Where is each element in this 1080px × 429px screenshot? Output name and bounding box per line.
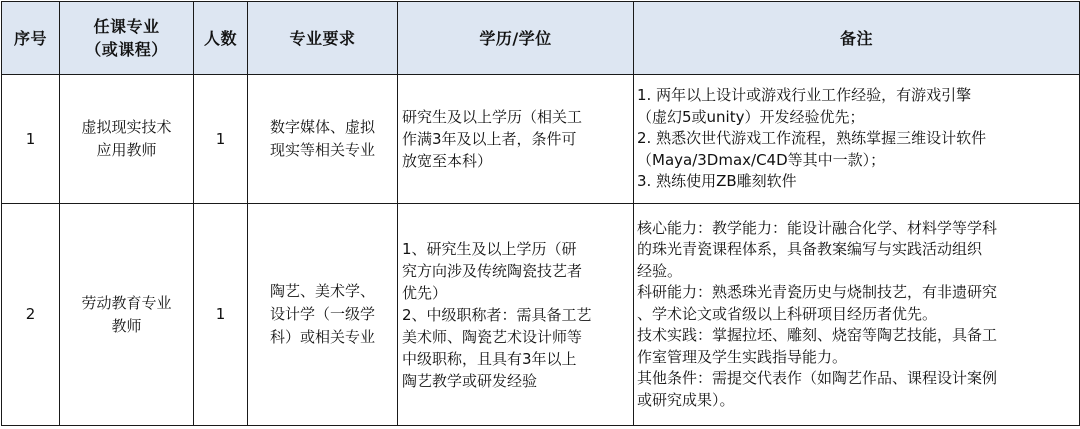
table-row <box>2 75 1080 204</box>
row-count: 1 <box>194 204 248 426</box>
note-line: 技术实践：掌握拉坯、雕刻、烧窑等陶艺技能，具备工 <box>637 326 998 345</box>
header-course: 任课专业 （或课程） <box>60 2 194 75</box>
header-major: 专业要求 <box>248 2 398 75</box>
header-notes: 备注 <box>634 2 1080 75</box>
note-line: 核心能力：教学能力：能设计融合化学、材料学等学科 <box>637 218 998 237</box>
note-line: 经验。 <box>637 261 683 280</box>
row-degree: 1、研究生及以上学历（研 究方向涉及传统陶瓷技艺者 优先） 2、中级职称者：需具备工艺 美术师、陶瓷艺术设计师等 中级职称，且具有3年以上 陶艺教学或研发经验 <box>398 204 634 426</box>
table-row <box>2 204 1080 426</box>
note-line: （虚幻5或unity）开发经验优先； <box>637 107 865 126</box>
note-line: 2. 熟悉次世代游戏工作流程，熟练掌握三维设计软件 <box>637 129 987 148</box>
row-degree: 研究生及以上学历（相关工 作满3年及以上者，条件可 放宽至本科） <box>398 75 634 204</box>
row-notes <box>634 204 1080 426</box>
note-line: （Maya/3Dmax/C4D等其中一款）； <box>637 150 886 169</box>
note-line: 作室管理及学生实践指导能力。 <box>637 347 848 366</box>
row-major: 陶艺、美术学、 设计学（一级学 科）或相关专业 <box>248 204 398 426</box>
note-line: 3. 熟练使用ZB雕刻软件 <box>637 172 797 191</box>
row-notes <box>634 75 1080 204</box>
row-count: 1 <box>194 75 248 204</box>
note-line: 科研能力：熟悉珠光青瓷历史与烧制技艺，有非遗研究 <box>637 283 998 302</box>
row-seq: 2 <box>2 204 60 426</box>
row-seq: 1 <box>2 75 60 204</box>
recruitment-table <box>1 1 1080 426</box>
header-count: 人数 <box>194 2 248 75</box>
note-line: 1. 两年以上设计或游戏行业工作经验，有游戏引擎 <box>637 86 972 105</box>
header-row <box>2 2 1080 75</box>
header-seq: 序号 <box>2 2 60 75</box>
note-line: 或研究成果）。 <box>637 390 735 409</box>
row-course: 劳动教育专业 教师 <box>60 204 194 426</box>
note-line: 、学术论文或省级以上科研项目经历者优先。 <box>637 304 938 323</box>
row-major: 数字媒体、虚拟 现实等相关专业 <box>248 75 398 204</box>
note-line: 的珠光青瓷课程体系，具备教案编写与实践活动组织 <box>637 240 983 259</box>
row-course: 虚拟现实技术 应用教师 <box>60 75 194 204</box>
note-line: 其他条件：需提交代表作（如陶艺作品、课程设计案例 <box>637 369 998 388</box>
header-degree: 学历/学位 <box>398 2 634 75</box>
